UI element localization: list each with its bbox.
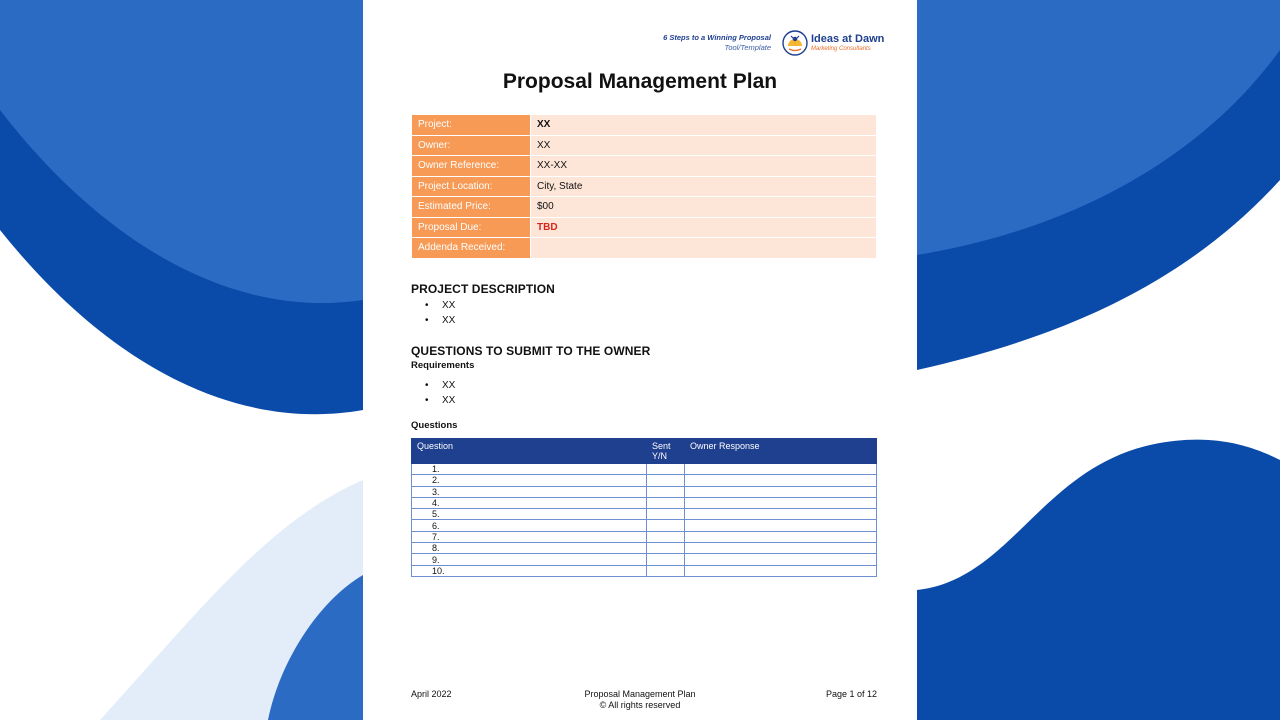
footer-page-number: Page 1 of 12	[825, 689, 877, 699]
footer-doc-title: Proposal Management Plan	[584, 689, 696, 699]
questions-section-heading: QUESTIONS TO SUBMIT TO THE OWNER	[411, 344, 651, 358]
owner-response-cell	[685, 475, 877, 486]
list-item-text: XX	[442, 380, 456, 391]
question-cell: 3.	[412, 486, 647, 497]
requirements-list	[425, 378, 455, 408]
question-cell: 6.	[412, 520, 647, 531]
sunrise-person-logo-icon	[782, 30, 808, 56]
column-header-question: Question	[412, 439, 647, 464]
info-row-owner-reference	[412, 156, 877, 177]
sent-cell	[647, 464, 685, 475]
question-cell: 1.	[412, 464, 647, 475]
tagline-line-2: Tool/Template	[724, 43, 771, 52]
table-row	[412, 497, 877, 508]
question-cell: 7.	[412, 531, 647, 542]
list-item-text: XX	[442, 300, 456, 311]
logo-subtitle: Marketing Consultants	[811, 46, 871, 52]
owner-response-cell	[685, 497, 877, 508]
info-value: XX-XX	[531, 156, 877, 177]
question-cell: 8.	[412, 543, 647, 554]
document-title: Proposal Management Plan	[502, 70, 778, 93]
table-row	[412, 531, 877, 542]
company-logo-text	[811, 33, 884, 53]
owner-response-cell	[685, 520, 877, 531]
info-row-project	[412, 115, 877, 136]
info-row-project-location	[412, 176, 877, 197]
table-row	[412, 509, 877, 520]
project-description-list	[425, 298, 455, 328]
sent-cell	[647, 543, 685, 554]
list-item: • XX	[425, 395, 456, 406]
tagline-line-1: 6 Steps to a Winning Proposal	[663, 33, 771, 42]
owner-response-cell	[685, 565, 877, 576]
table-row	[412, 464, 877, 475]
owner-response-cell	[685, 554, 877, 565]
table-row	[412, 565, 877, 576]
info-label: Project:	[412, 115, 531, 136]
question-cell: 5.	[412, 509, 647, 520]
list-item-text: XX	[442, 315, 456, 326]
table-row	[412, 486, 877, 497]
column-header-sent: Sent Y/N	[647, 439, 685, 464]
info-label: Addenda Received:	[412, 238, 531, 259]
table-row	[412, 543, 877, 554]
info-row-owner	[412, 135, 877, 156]
sent-cell	[647, 509, 685, 520]
column-header-owner-response: Owner Response	[685, 439, 877, 464]
owner-response-cell	[685, 509, 877, 520]
sent-cell	[647, 475, 685, 486]
info-row-proposal-due	[412, 217, 877, 238]
question-cell: 2.	[412, 475, 647, 486]
requirements-heading: Requirements	[411, 360, 475, 371]
owner-response-cell	[685, 486, 877, 497]
sent-cell	[647, 497, 685, 508]
footer-copyright: © All rights reserved	[599, 700, 681, 710]
owner-response-cell	[685, 464, 877, 475]
info-value: City, State	[531, 176, 877, 197]
owner-response-cell	[685, 531, 877, 542]
question-cell: 10.	[412, 565, 647, 576]
project-info-table	[411, 114, 877, 259]
project-description-heading: PROJECT DESCRIPTION	[411, 282, 555, 296]
info-label: Owner:	[412, 135, 531, 156]
list-item: • XX	[425, 315, 456, 326]
sent-cell	[647, 565, 685, 576]
questions-table-header	[412, 439, 877, 464]
table-row	[412, 475, 877, 486]
owner-response-cell	[685, 543, 877, 554]
questions-table	[411, 438, 877, 577]
table-row	[412, 554, 877, 565]
info-value: XX	[531, 115, 877, 136]
info-value: TBD	[531, 217, 877, 238]
sent-cell	[647, 531, 685, 542]
info-label: Project Location:	[412, 176, 531, 197]
info-value: $00	[531, 197, 877, 218]
list-item: • XX	[425, 380, 456, 391]
info-label: Estimated Price:	[412, 197, 531, 218]
document-page	[363, 0, 917, 720]
footer-date: April 2022	[411, 689, 452, 699]
list-item-text: XX	[442, 395, 456, 406]
logo-name: Ideas at Dawn	[811, 33, 885, 45]
question-cell: 4.	[412, 497, 647, 508]
sent-cell	[647, 554, 685, 565]
info-row-addenda-received	[412, 238, 877, 259]
header-tagline	[663, 33, 771, 53]
table-row	[412, 520, 877, 531]
question-cell: 9.	[412, 554, 647, 565]
sent-cell	[647, 486, 685, 497]
sent-cell	[647, 520, 685, 531]
info-value: XX	[531, 135, 877, 156]
list-item: • XX	[425, 300, 456, 311]
info-label: Owner Reference:	[412, 156, 531, 177]
questions-heading: Questions	[411, 420, 458, 431]
info-value	[531, 238, 877, 259]
info-label: Proposal Due:	[412, 217, 531, 238]
info-row-estimated-price	[412, 197, 877, 218]
